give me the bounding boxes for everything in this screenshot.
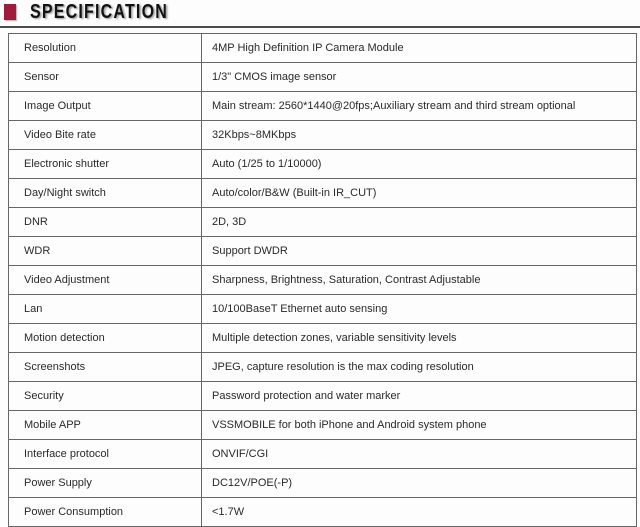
spec-label: DNR (9, 208, 202, 237)
table-row (9, 469, 637, 498)
table-row (9, 121, 637, 150)
table-row (9, 266, 637, 295)
table-row (9, 324, 637, 353)
table-row (9, 382, 637, 411)
spec-label: Resolution (9, 34, 202, 63)
table-row (9, 440, 637, 469)
spec-label: Lan (9, 295, 202, 324)
spec-label: Motion detection (9, 324, 202, 353)
table-row (9, 353, 637, 382)
spec-value: Password protection and water marker (202, 382, 637, 411)
spec-value: 1/3" CMOS image sensor (202, 63, 637, 92)
table-row (9, 150, 637, 179)
spec-label: Screenshots (9, 353, 202, 382)
spec-label: Sensor (9, 63, 202, 92)
spec-value: Sharpness, Brightness, Saturation, Contrast Adjustable (202, 266, 637, 295)
spec-value: Auto (1/25 to 1/10000) (202, 150, 637, 179)
spec-value: <1.7W (202, 498, 637, 527)
spec-label: Electronic shutter (9, 150, 202, 179)
spec-label: Interface protocol (9, 440, 202, 469)
spec-value: VSSMOBILE for both iPhone and Android system phone (202, 411, 637, 440)
spec-value: Auto/color/B&W (Built-in IR_CUT) (202, 179, 637, 208)
spec-label: Image Output (9, 92, 202, 121)
red-square-bullet-icon (4, 4, 16, 20)
specification-table-body (9, 34, 637, 527)
table-row (9, 92, 637, 121)
table-row (9, 411, 637, 440)
table-row (9, 63, 637, 92)
table-row (9, 237, 637, 266)
spec-label: Video Bite rate (9, 121, 202, 150)
spec-label: Video Adjustment (9, 266, 202, 295)
spec-label: Power Supply (9, 469, 202, 498)
spec-value: Support DWDR (202, 237, 637, 266)
specification-table (8, 33, 637, 527)
spec-value: DC12V/POE(-P) (202, 469, 637, 498)
section-header (0, 0, 640, 28)
spec-value: 2D, 3D (202, 208, 637, 237)
spec-value: ONVIF/CGI (202, 440, 637, 469)
table-row (9, 295, 637, 324)
spec-label: Mobile APP (9, 411, 202, 440)
table-row (9, 179, 637, 208)
spec-value: 10/100BaseT Ethernet auto sensing (202, 295, 637, 324)
spec-value: JPEG, capture resolution is the max coding resolution (202, 353, 637, 382)
spec-label: Day/Night switch (9, 179, 202, 208)
table-row (9, 498, 637, 527)
spec-value: 32Kbps~8MKbps (202, 121, 637, 150)
spec-value: 4MP High Definition IP Camera Module (202, 34, 637, 63)
spec-label: Security (9, 382, 202, 411)
spec-value: Main stream: 2560*1440@20fps;Auxiliary stream and third stream optional (202, 92, 637, 121)
spec-value: Multiple detection zones, variable sensitivity levels (202, 324, 637, 353)
table-row (9, 208, 637, 237)
spec-label: Power Consumption (9, 498, 202, 527)
page-title: SPECIFICATION (30, 1, 169, 23)
table-row (9, 34, 637, 63)
spec-label: WDR (9, 237, 202, 266)
